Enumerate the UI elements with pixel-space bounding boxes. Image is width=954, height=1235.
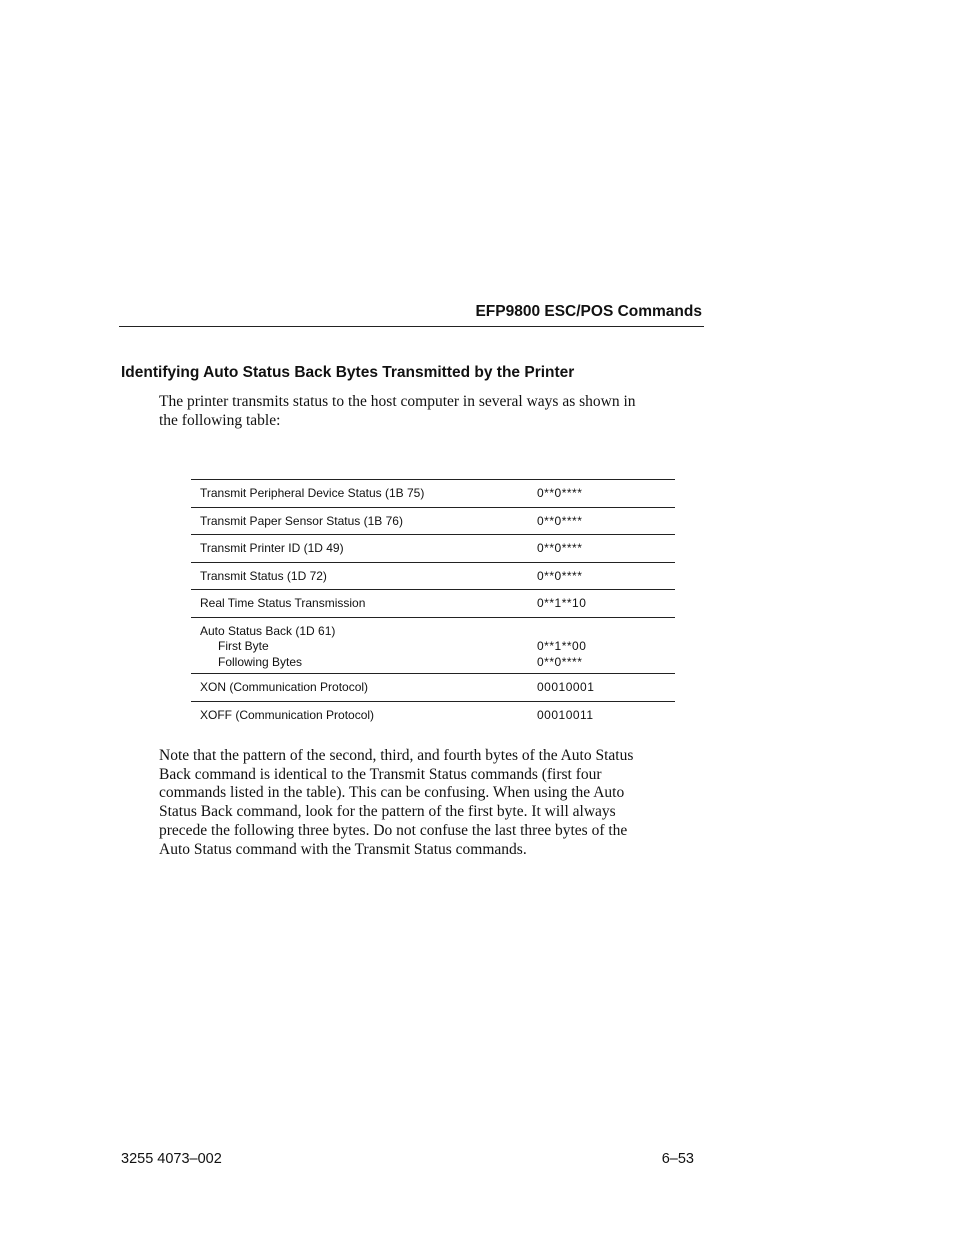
command-cell: Transmit Printer ID (1D 49) xyxy=(191,535,537,563)
first-byte-label: First Byte xyxy=(218,639,269,653)
auto-status-command: Auto Status Back (1D 61) xyxy=(200,623,336,638)
bit-pattern-cell xyxy=(537,617,675,674)
bit-pattern-cell: 0**0**** xyxy=(537,507,675,535)
note-line: Note that the pattern of the second, third, and fourth bytes of the Auto Status xyxy=(159,747,634,764)
intro-line: The printer transmits status to the host computer in several ways as shown in xyxy=(159,393,636,410)
following-bytes-label: Following Bytes xyxy=(218,654,303,669)
command-cell: XOFF (Communication Protocol) xyxy=(191,701,537,728)
table-row xyxy=(191,674,675,702)
status-table xyxy=(191,479,675,728)
table-row xyxy=(191,562,675,590)
footer-page-number: 6–53 xyxy=(661,1151,694,1167)
table-row xyxy=(191,701,675,728)
note-line: Status Back command, look for the pattern of the first byte. It will always xyxy=(159,803,616,821)
command-cell xyxy=(191,617,537,674)
table-row-auto-status xyxy=(191,617,675,674)
intro-paragraph xyxy=(159,393,691,430)
spacer-line xyxy=(537,624,675,640)
footer-doc-number: 3255 4073–002 xyxy=(121,1151,222,1167)
command-cell: Transmit Status (1D 72) xyxy=(191,562,537,590)
bit-pattern-cell: 0**0**** xyxy=(537,535,675,563)
following-bytes-value: 0**0**** xyxy=(537,654,583,669)
bit-pattern-cell: 0**1**10 xyxy=(537,590,675,618)
command-cell: XON (Communication Protocol) xyxy=(191,674,537,702)
note-paragraph xyxy=(159,747,691,859)
table-row xyxy=(191,507,675,535)
note-line: Back command is identical to the Transmit Status commands (first four xyxy=(159,765,602,783)
note-line: Auto Status command with the Transmit Status commands. xyxy=(159,840,527,858)
intro-line: the following table: xyxy=(159,411,281,429)
command-cell: Transmit Paper Sensor Status (1B 76) xyxy=(191,507,537,535)
bit-pattern-cell: 00010001 xyxy=(537,674,675,702)
table-row xyxy=(191,590,675,618)
header-rule xyxy=(119,326,704,327)
command-cell: Real Time Status Transmission xyxy=(191,590,537,618)
note-line: precede the following three bytes. Do not confuse the last three bytes of the xyxy=(159,821,628,839)
table-row xyxy=(191,480,675,508)
table-row xyxy=(191,535,675,563)
note-line: commands listed in the table). This can be confusing. When using the Auto xyxy=(159,784,625,802)
section-title: Identifying Auto Status Back Bytes Transmitted by the Printer xyxy=(121,364,575,381)
running-header-title: EFP9800 ESC/POS Commands xyxy=(475,303,702,320)
bit-pattern-cell: 0**0**** xyxy=(537,480,675,508)
bit-pattern-cell: 0**0**** xyxy=(537,562,675,590)
command-cell: Transmit Peripheral Device Status (1B 75) xyxy=(191,480,537,508)
bit-pattern-cell: 00010011 xyxy=(537,701,675,728)
first-byte-value: 0**1**00 xyxy=(537,639,587,653)
